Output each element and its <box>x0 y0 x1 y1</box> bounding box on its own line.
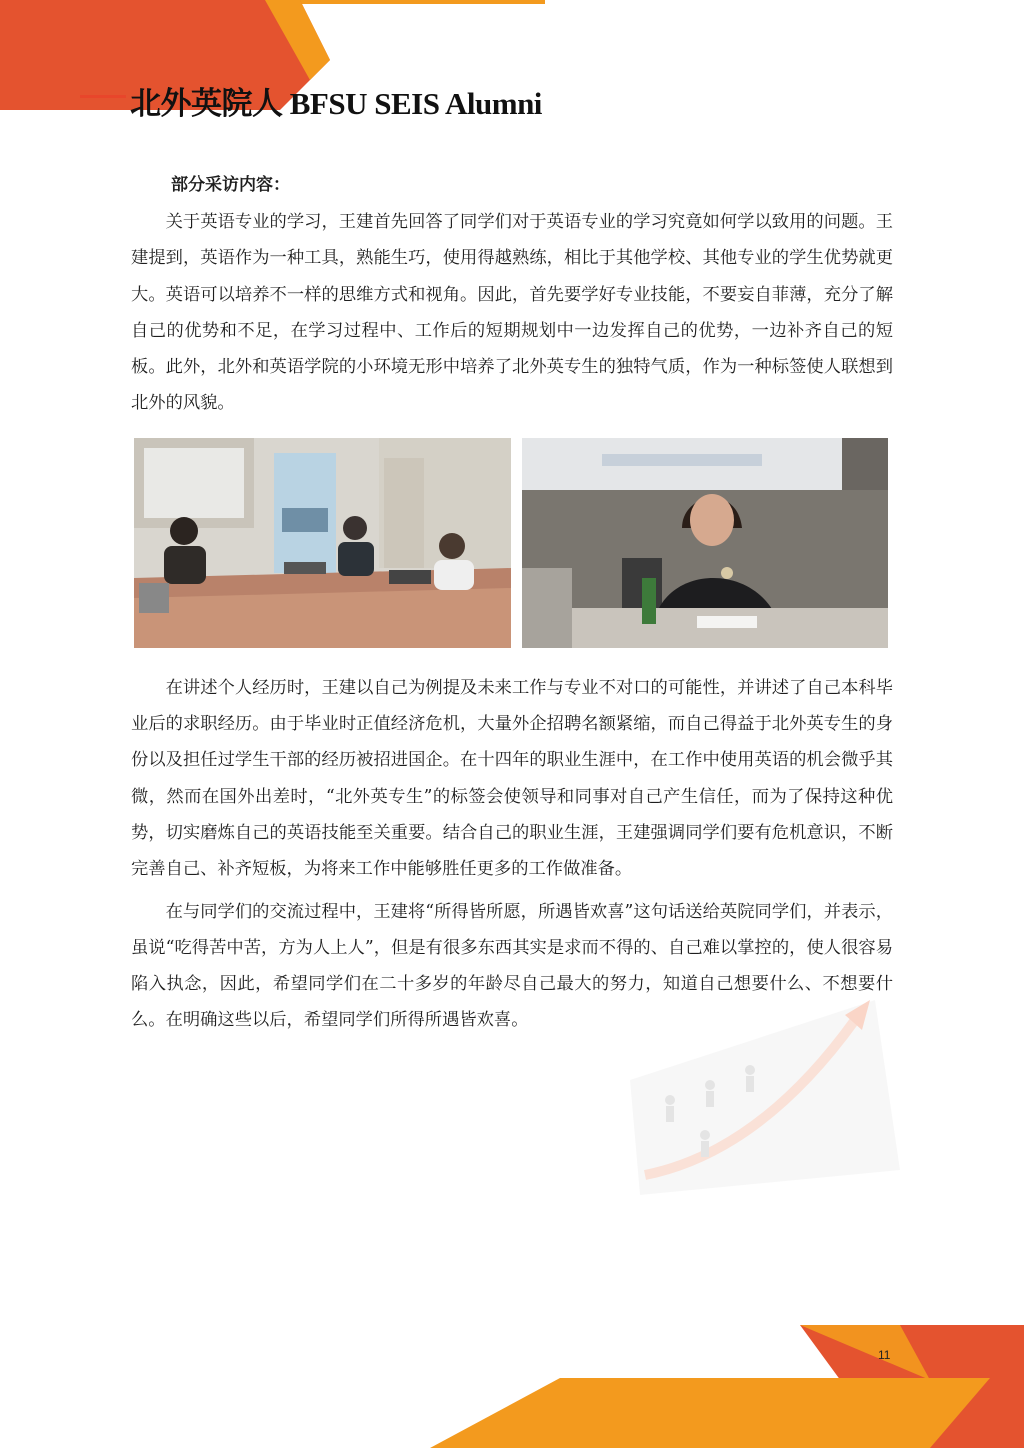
page-number: 11 <box>878 1348 891 1362</box>
section-heading: 部分采访内容： <box>171 175 290 195</box>
paragraph-2: 在讲述个人经历时，王建以自己为例提及未来工作与专业不对口的可能性，并讲述了自己本科毕业后的求职经历。由于毕业时正值经济危机，大量外企招聘名额紧缩，而自己得益于北外英专生的身份以及担任过学生干部的经历被招进国企。在十四年的职业生涯中，在工作中使用英语的机会微乎其微，然而在国外出差时，“北外英专生”的标签会使领导和同事对自己产生信任，而为了保持这种优势，切实磨炼自己的英语技能至关重要。结合自己的职业生涯，王建强调同学们要有危机意识，不断完善自己、补齐短板，为将来工作中能够胜任更多的工作做准备。 <box>131 677 893 880</box>
page-title: 北外英院人 BFSU SEIS Alumni <box>130 86 542 121</box>
paragraph-3: 在与同学们的交流过程中，王建将“所得皆所愿，所遇皆欢喜”这句话送给英院同学们，并表示，虽说“吃得苦中苦，方为人上人”，但是有很多东西其实是求而不得的、自己难以掌控的，使人很容易陷入执念，因此，希望同学们在二十多岁的年龄尽自己最大的努力，知道自己想要什么、不想要什么。在明确这些以后，希望同学们所得所遇皆欢喜。 <box>131 901 893 1031</box>
photo-row <box>134 438 893 652</box>
footer-decoration <box>0 1320 1024 1448</box>
title-rule <box>80 95 126 98</box>
interview-meeting-photo <box>134 438 511 648</box>
article-body <box>131 170 893 1039</box>
speaker-photo <box>522 438 888 648</box>
paragraph-1: 关于英语专业的学习，王建首先回答了同学们对于英语专业的学习究竟如何学以致用的问题。王建提到，英语作为一种工具，熟能生巧，使用得越熟练，相比于其他学校、其他专业的学生优势就更大。英语可以培养不一样的思维方式和视角。因此，首先要学好专业技能，不要妄自菲薄，充分了解自己的优势和不足，在学习过程中、工作后的短期规划中一边发挥自己的优势，一边补齐自己的短板。此外，北外和英语学院的小环境无形中培养了北外英专生的独特气质，作为一种标签使人联想到北外的风貌。 <box>131 212 893 414</box>
